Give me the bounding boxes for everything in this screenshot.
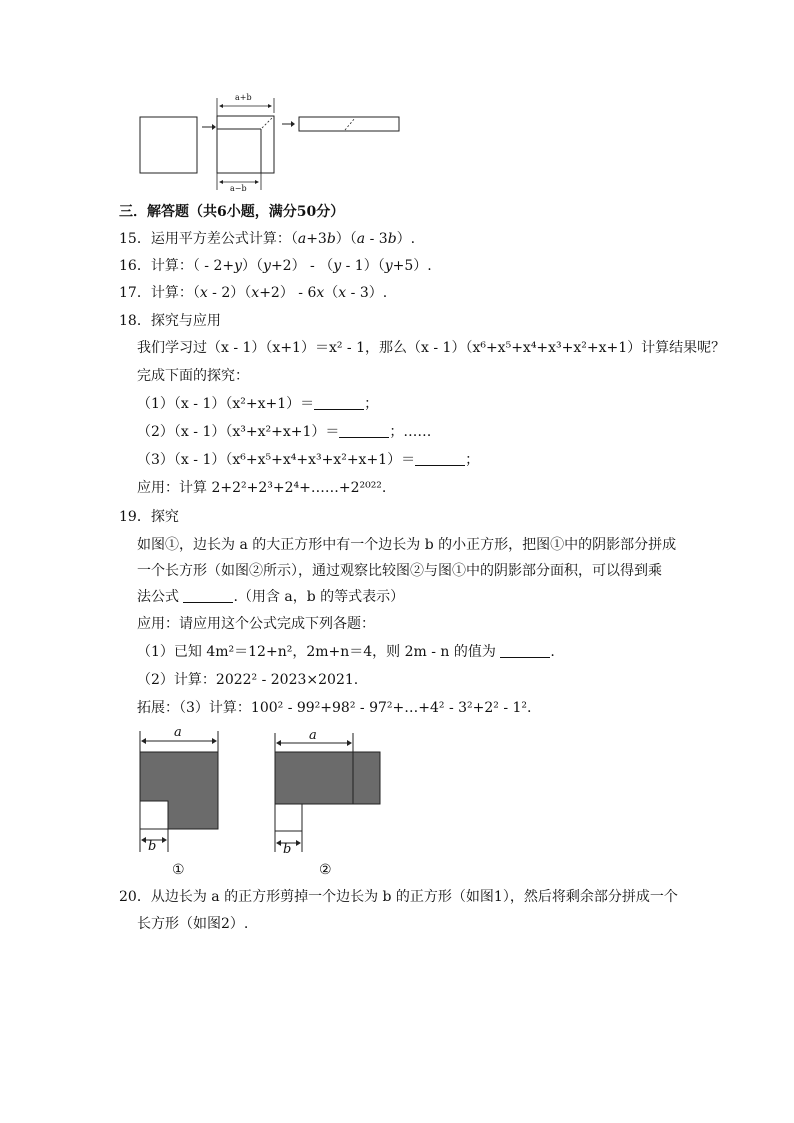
question-19-sub-1: （1）已知 4m²＝12+n²，2m+n＝4，则 2m - n 的值为 . (137, 644, 555, 660)
question-16: 16．计算：（ - 2+y）（y+2） - （y - 1）（y+5）. (119, 258, 432, 274)
question-18-part-1: （1）（x - 1）（x²+x+1）＝ ； (137, 396, 379, 412)
fig2-shaded-rectangle (275, 752, 380, 804)
question-17: 17．计算：（x - 2）（x+2） - 6x（x - 3）. (119, 285, 388, 301)
fig1-label-a: a (174, 725, 182, 740)
question-20-line-1: 20．从边长为 a 的正方形剪掉一个边长为 b 的正方形（如图1），然后将剩余部分拼成一个 (119, 889, 678, 905)
fig1-shaded-region (140, 752, 218, 829)
question-18-part-2: （2）（x - 1）（x³+x²+x+1）＝ ；…… (137, 424, 432, 440)
question-20-line-2: 长方形（如图2）. (137, 916, 249, 932)
fig1-caption: ① (172, 862, 185, 878)
original-square (140, 117, 197, 173)
answer-blank[interactable] (339, 423, 389, 438)
question-18-task: 完成下面的探究： (137, 368, 249, 384)
question-19-line-1: 如图①，边长为 a 的大正方形中有一个边长为 b 的小正方形，把图①中的阴影部分拼成 (137, 537, 677, 553)
answer-blank[interactable] (183, 588, 233, 603)
section-title: 三．解答题（共6小题，满分50分） (119, 204, 345, 220)
fig2-label-a: a (309, 728, 317, 743)
question-19-title: 19．探究 (119, 509, 179, 525)
question-19-line-3: 法公式 .（用含 a，b 的等式表示） (137, 589, 405, 605)
question-19-application: 应用：请应用这个公式完成下列各题： (137, 616, 375, 632)
label-a-plus-b: a+b (235, 93, 252, 102)
question-19-line-2: 一个长方形（如图②所示），通过观察比较图②与图①中的阴影部分面积，可以得到乘 (137, 563, 662, 579)
answer-blank[interactable] (415, 451, 465, 466)
question-18-intro: 我们学习过（x - 1）（x+1）＝x² - 1，那么（x - 1）（x⁶+x⁵+x⁴+x³+x²+x+1）计算结果呢？ (137, 340, 726, 356)
fig2-caption: ② (319, 862, 332, 878)
fig2-small-square (275, 804, 302, 831)
answer-blank[interactable] (500, 643, 550, 658)
answer-blank[interactable] (314, 395, 364, 410)
fig2-label-b: b (283, 842, 292, 857)
top-figure (0, 0, 794, 200)
question-15: 15．运用平方差公式计算：（a+3b）（a - 3b）. (119, 231, 416, 247)
question-18-title: 18．探究与应用 (119, 313, 221, 329)
long-rectangle (299, 117, 399, 131)
question-18-application: 应用：计算 2+2²+2³+2⁴+……+2²⁰²². (137, 480, 387, 496)
question-19-sub-3: 拓展：（3）计算：100² - 99²+98² - 97²+…+4² - 3²+2² - 1². (137, 700, 532, 716)
question-19-sub-2: （2）计算：2022² - 2023×2021. (137, 672, 359, 688)
fig1-small-square (140, 801, 168, 829)
question-18-part-3: （3）（x - 1）（x⁶+x⁵+x⁴+x³+x²+x+1）＝ ； (137, 452, 480, 468)
label-a-minus-b: a−b (230, 184, 247, 193)
fig1-label-b: b (148, 839, 157, 854)
